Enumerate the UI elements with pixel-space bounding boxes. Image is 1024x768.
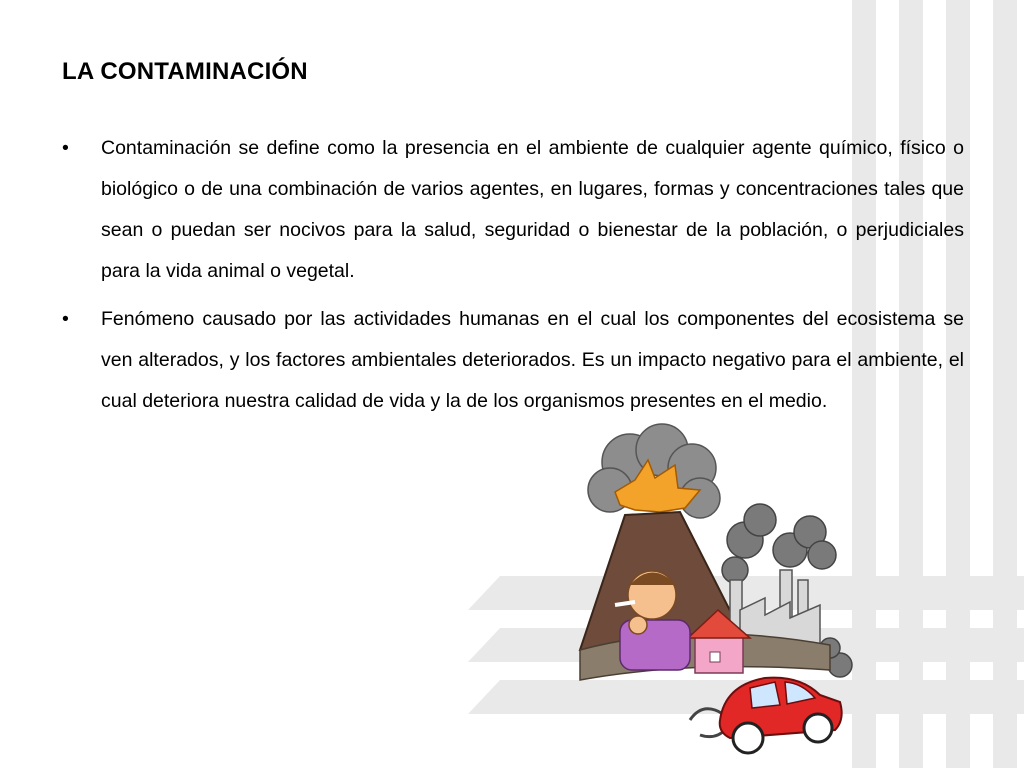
bullet-list [62, 128, 964, 429]
slide-title: LA CONTAMINACIÓN [62, 58, 308, 85]
bullet-text: Fenómeno causado por las actividades humanas en el cual los componentes del ecosistema se ven alterados, y los factores ambientales deteriorados. Es un impacto negativo para el ambiente, el cual deteriora nuestra calidad de vida y la de los organismos presentes en el medio. [101, 308, 964, 412]
pollution-illustration [540, 420, 880, 768]
bullet-text: Contaminación se define como la presencia en el ambiente de cualquier agente químico, físico o biológico o de una combinación de varios agentes, en lugares, formas y concentraciones tales que sean o puedan ser nocivos para la salud, seguridad o bienestar de la población, o perjudiciales para la vida animal o vegetal. [101, 137, 964, 282]
car-icon [720, 678, 842, 753]
bullet-marker: • [62, 308, 69, 330]
bullet-marker: • [62, 137, 69, 159]
bullet-item-phenomenon [62, 299, 964, 422]
bullet-item-definition [62, 128, 964, 292]
